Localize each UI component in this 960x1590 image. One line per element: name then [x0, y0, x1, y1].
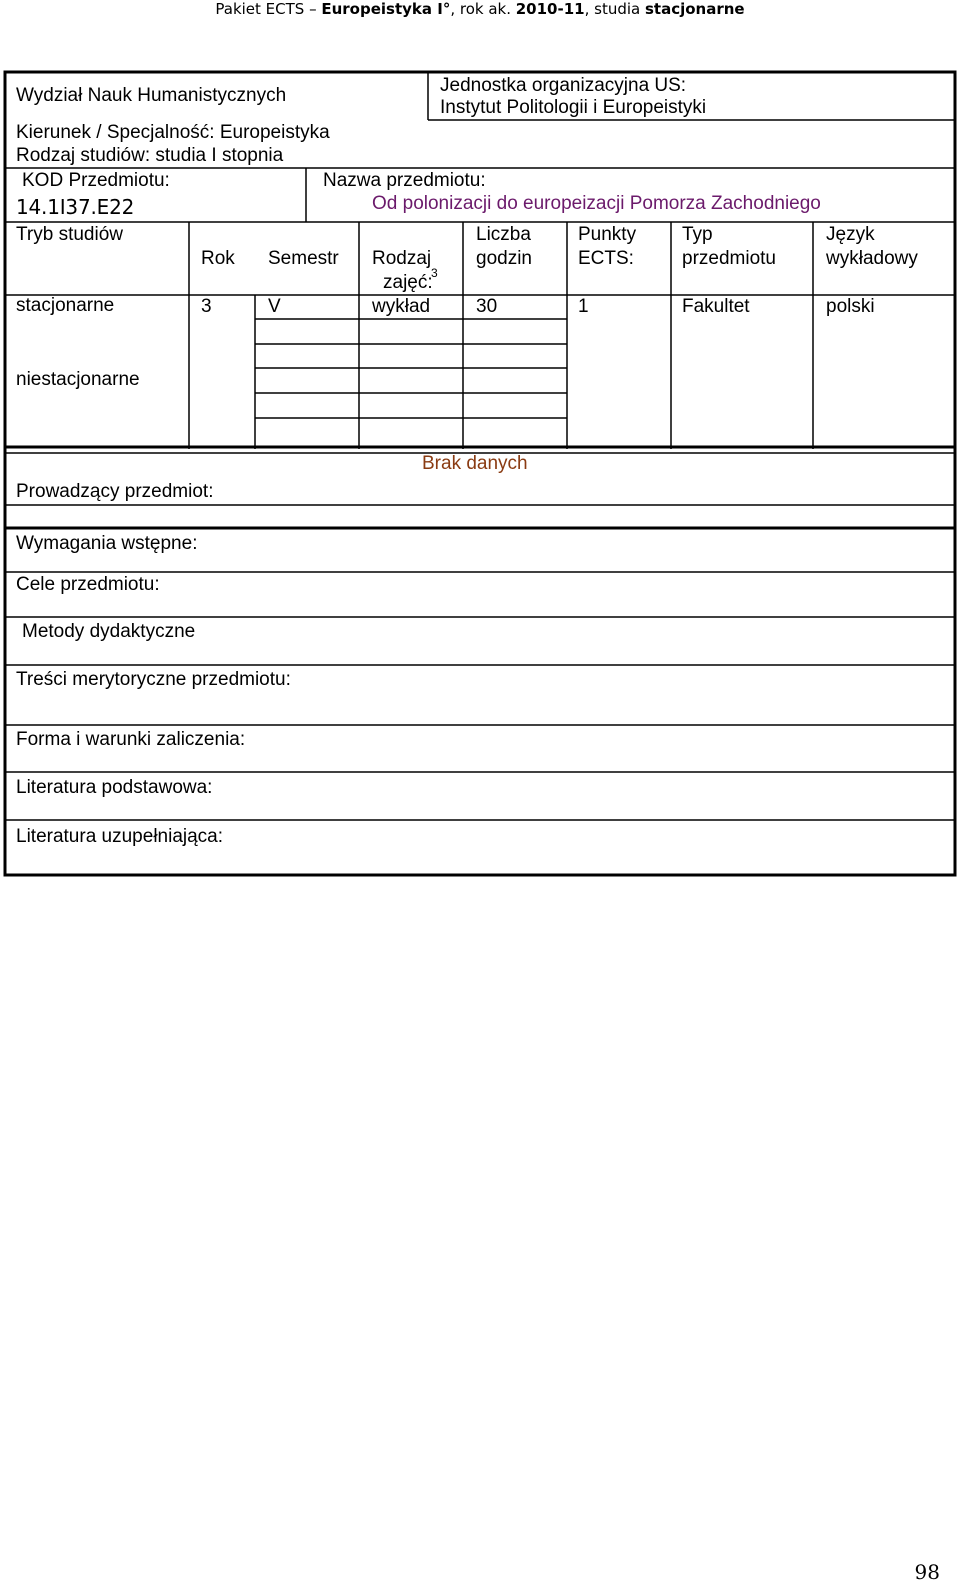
- header-mid: , rok ak.: [450, 0, 516, 18]
- course-code-label: KOD Przedmiotu:: [22, 170, 170, 191]
- col-header-class-type-2: zajęć:: [383, 272, 433, 293]
- row-course-type: Fakultet: [682, 296, 750, 317]
- col-header-hours-2: godzin: [476, 248, 532, 269]
- col-header-class-type-sup: 3: [431, 266, 438, 280]
- lecturer-label: Prowadzący przedmiot:: [16, 481, 214, 502]
- col-header-course-type-1: Typ: [682, 224, 713, 245]
- lecturer-value: Brak danych: [422, 453, 528, 474]
- col-header-year: Rok: [201, 248, 235, 269]
- study-type: Rodzaj studiów: studia I stopnia: [16, 145, 284, 166]
- assessment-label: Forma i warunki zaliczenia:: [16, 729, 246, 750]
- col-header-language-1: Język: [826, 224, 875, 245]
- col-header-semester: Semestr: [268, 248, 339, 269]
- col-header-ects-1: Punkty: [578, 224, 637, 245]
- row-class-type: wykład: [372, 296, 431, 317]
- row-hours: 30: [476, 296, 498, 317]
- row-language: polski: [826, 296, 875, 317]
- header-year: 2010-11: [515, 0, 585, 18]
- col-header-ects-2: ECTS:: [578, 248, 634, 269]
- header-prefix: Pakiet ECTS –: [215, 0, 322, 18]
- col-header-course-type-2: przedmiotu: [682, 248, 776, 269]
- col-header-hours-1: Liczba: [476, 224, 531, 245]
- header-mid2: , studia: [584, 0, 645, 18]
- row-ects: 1: [578, 296, 589, 317]
- row-mode-part-time: niestacjonarne: [16, 369, 140, 390]
- course-name-value: Od polonizacji do europeizacji Pomorza Zachodniego: [372, 193, 821, 214]
- course-name-label: Nazwa przedmiotu:: [323, 170, 486, 191]
- unit-label: Jednostka organizacyjna US:: [440, 75, 687, 96]
- methods-label: Metody dydaktyczne: [22, 621, 196, 642]
- header-program: Europeistyka I°: [321, 0, 451, 18]
- row-semester: V: [268, 296, 281, 317]
- literature-extra-label: Literatura uzupełniająca:: [16, 826, 224, 847]
- row-mode-full-time: stacjonarne: [16, 295, 115, 316]
- col-header-mode: Tryb studiów: [16, 224, 123, 245]
- contents-label: Treści merytoryczne przedmiotu:: [16, 669, 291, 690]
- course-code-value: 14.1I37.E22: [16, 195, 135, 219]
- prerequisites-label: Wymagania wstępne:: [16, 533, 198, 554]
- row-year: 3: [201, 296, 212, 317]
- col-header-class-type-1: Rodzaj: [372, 248, 432, 269]
- unit-value: Instytut Politologii i Europeistyki: [440, 97, 707, 118]
- page-number: 98: [914, 1560, 940, 1584]
- field-of-study: Kierunek / Specjalność: Europeistyka: [16, 122, 330, 143]
- literature-basic-label: Literatura podstawowa:: [16, 777, 213, 798]
- faculty-name: Wydział Nauk Humanistycznych: [16, 85, 287, 106]
- col-header-language-2: wykładowy: [826, 248, 918, 269]
- header-mode: stacjonarne: [645, 0, 745, 18]
- goals-label: Cele przedmiotu:: [16, 574, 160, 595]
